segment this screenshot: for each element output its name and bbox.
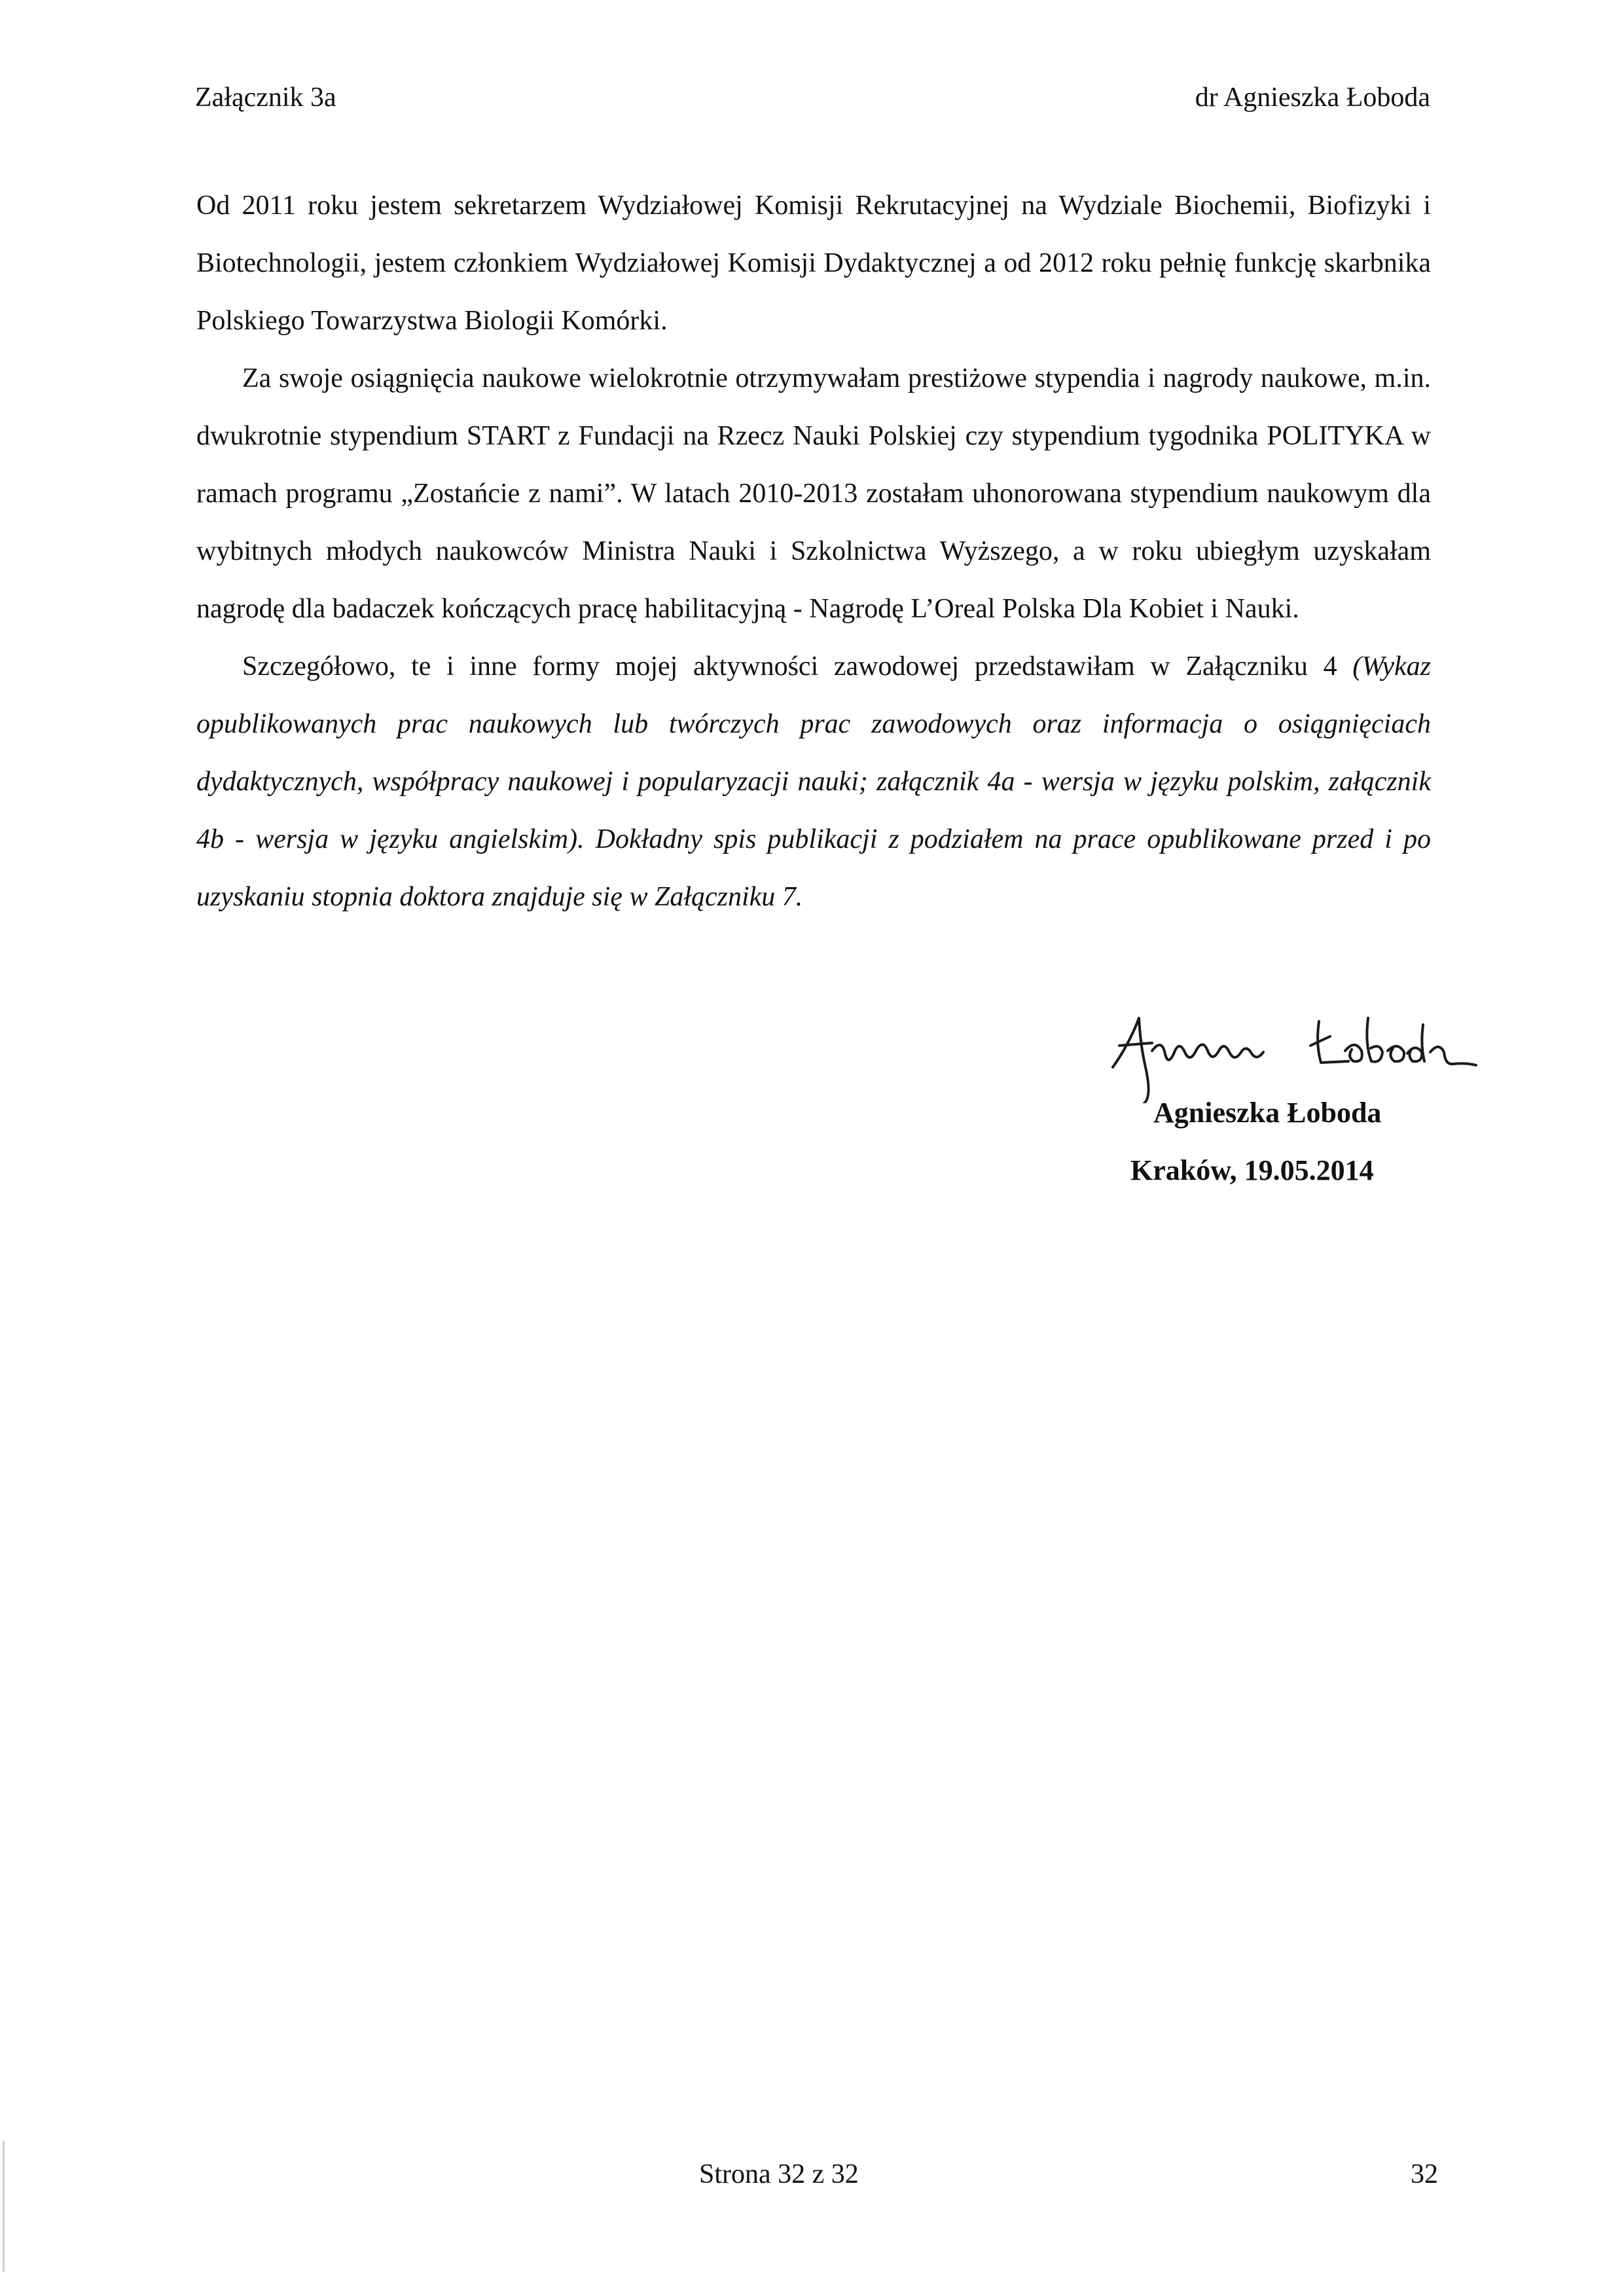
- paragraph-details-italic: (Wykaz opublikowanych prac naukowych lub twórczych prac zawodowych oraz informacja o osiągnięciach dydaktycznych, współpracy naukowej i popularyzacji nauki; załącznik 4a - wersja w języku polskim, załącznik 4b - wersja w języku angielskim). Dokładny spis publikacji z podziałem na prace opublikowane przed i po uzyskaniu stopnia doktora znajduje się w Załączniku 7.: [196, 651, 1432, 912]
- document-body: [196, 177, 1431, 926]
- paragraph-committees: Od 2011 roku jestem sekretarzem Wydziałowej Komisji Rekrutacyjnej na Wydziale Biochemii, Biofizyki i Biotechnologii, jestem członkiem Wydziałowej Komisji Dydaktycznej a od 2012 roku pełnię funkcję skarbnika Polskiego Towarzystwa Biologii Komórki.: [196, 191, 1431, 336]
- header-author: dr Agnieszka Łoboda: [1195, 82, 1430, 113]
- footer-page-label: Strona 32 z 32: [699, 2159, 859, 2189]
- scan-edge-mark: [3, 2141, 5, 2272]
- signer-name: Agnieszka Łoboda: [1153, 1097, 1382, 1129]
- paragraph-awards: Za swoje osiągnięcia naukowe wielokrotnie otrzymywałam prestiżowe stypendia i nagrody naukowe, m.in. dwukrotnie stypendium START z Fundacji na Rzecz Nauki Polskiej czy stypendium tygodnika POLITYKA w ramach programu „Zostańcie z nami”. W latach 2010-2013 zostałam uhonorowana stypendium naukowym dla wybitnych młodych naukowców Ministra Nauki i Szkolnictwa Wyższego, a w roku ubiegłym uzyskałam nagrodę dla badaczek kończących pracę habilitacyjną - Nagrodę L’Oreal Polska Dla Kobiet i Nauki.: [196, 363, 1431, 624]
- header-attachment-label: Załącznik 3a: [195, 82, 336, 113]
- handwritten-signature: [1100, 1005, 1479, 1103]
- paragraph-details-lead: Szczegółowo, te i inne formy mojej aktywności zawodowej przedstawiłam w Załączniku 4: [242, 651, 1337, 682]
- paragraph-details: [196, 638, 1431, 926]
- place-date: Kraków, 19.05.2014: [1130, 1154, 1374, 1186]
- footer-page-number: 32: [1411, 2159, 1438, 2189]
